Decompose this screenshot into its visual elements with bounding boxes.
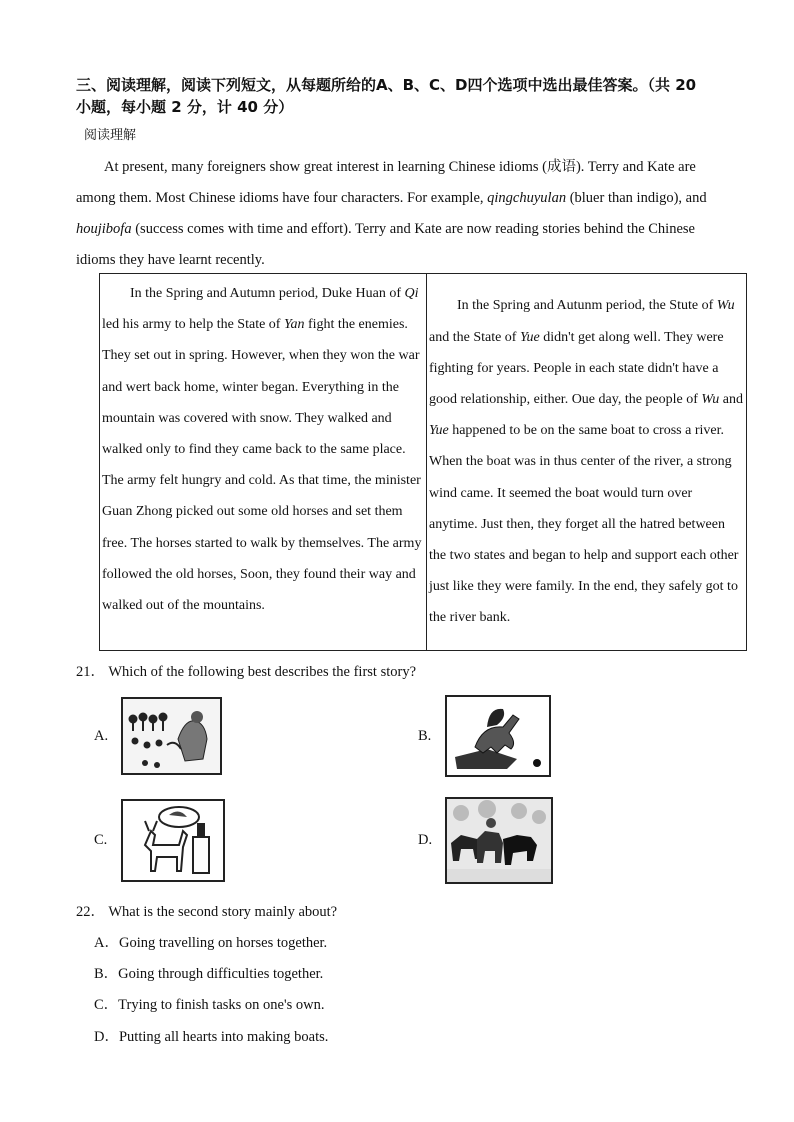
story2-wu-2: Wu <box>701 391 720 407</box>
q21-option-a-label: A. <box>94 728 109 744</box>
story1-c: led his army to help the State of <box>102 317 284 333</box>
story1-a: In the Spring and Autumn period, Duke Huan of <box>130 286 405 301</box>
story1-yan: Yan <box>283 317 305 333</box>
story1-e: fight the enemies. They set out in spring. However, when they won the war and wert back home, winter began. Everything in the mountain was covered with snow. They walked and walked only to find they came back to the same place. The army felt hungry and cold. As that time, the minister Guan Zhong picked out some old horses and set them free. The horses started to walk by themselves. The army followed the old horses, Soon, they found their way and walked out of the mountains. <box>102 317 422 614</box>
q21-number: 21． <box>76 664 105 680</box>
section-header-line2: 小题，每小题 2 分，计 40 分） <box>76 98 294 116</box>
q22-option-b-letter: B． <box>94 966 119 982</box>
section-header <box>76 74 726 118</box>
q21-option-b-image[interactable] <box>445 695 551 777</box>
section-header-line1: 三、阅读理解，阅读下列短文，从每题所给的A、B、C、D四个选项中选出最佳答案。（共 20 <box>76 76 697 94</box>
story-2-cell <box>427 274 747 651</box>
q22-option-d-text: Putting all hearts into making boats. <box>118 1029 329 1045</box>
q22-option-a-text: Going travelling on horses together. <box>118 935 328 951</box>
story2-i: happened to be on the same boat to cross a river. When the boat was in thus center of the river, a strong wind came. It seemed the boat would turn over anytime. Just then, they forget all the hatred between the two states and began to help and support each other just like they were family. In the end, they safely got to the river bank. <box>429 423 739 626</box>
story2-a: In the Spring and Autunm period, the Stute of <box>457 298 717 314</box>
story2-c: and the State of <box>429 329 520 345</box>
q22-stem-text: What is the second story mainly about? <box>108 904 338 920</box>
intro-text-3: (success comes with time and effort). Terry and Kate are now reading stories behind the Chinese idioms they have learnt recently. <box>76 221 695 268</box>
intro-text-1: At present, many foreigners show great interest in learning Chinese idioms (成语). Terry and Kate are among them. Most Chinese idioms have four characters. For example, <box>76 159 696 206</box>
q22-option-c-text: Trying to finish tasks on one's own. <box>118 997 325 1013</box>
intro-passage <box>76 152 736 276</box>
q21-option-a-image[interactable] <box>121 697 222 775</box>
q22-option-b[interactable] <box>94 962 323 983</box>
stories-table <box>99 273 747 651</box>
q22-option-a[interactable] <box>94 931 327 952</box>
story-1-cell <box>100 274 427 651</box>
q22-number: 22． <box>76 904 105 920</box>
story2-yue: Yue <box>519 329 540 345</box>
idiom-qingchuyulan: qingchuyulan <box>487 190 567 206</box>
q21-option-d-image[interactable] <box>445 797 553 884</box>
q22-option-d[interactable] <box>94 1025 328 1046</box>
intro-text-2: (bluer than indigo), and <box>566 190 707 206</box>
q22-option-a-letter: A． <box>94 935 119 951</box>
story2-wu: Wu <box>716 298 735 314</box>
q21-option-c-image[interactable] <box>121 799 225 882</box>
q21-option-d-label: D. <box>418 832 433 848</box>
q21-option-c-label: C. <box>94 832 108 848</box>
story2-e: didn't get along well. They were fighting for years. People in each state didn't have a good relationship, either. Oue day, the people of <box>429 329 724 407</box>
section-subtitle: 阅读理解 <box>84 128 137 143</box>
q22-option-d-letter: D． <box>94 1029 119 1045</box>
story2-g: and <box>719 391 744 407</box>
story-2-text <box>429 290 744 633</box>
q22-option-c-letter: C． <box>94 997 119 1013</box>
question-22-stem <box>76 900 337 921</box>
story-1-text <box>102 278 424 621</box>
idiom-houjibofa: houjibofa <box>76 221 132 237</box>
q22-option-c[interactable] <box>94 993 324 1014</box>
q22-option-b-text: Going through difficulties together. <box>118 966 324 982</box>
story2-yue-2: Yue <box>429 423 449 439</box>
q21-stem-text: Which of the following best describes the first story? <box>108 664 417 680</box>
question-21-stem <box>76 660 416 681</box>
q21-option-b-label: B. <box>418 728 432 744</box>
story1-qi: Qi <box>404 286 419 301</box>
intro-paragraph <box>76 152 736 276</box>
